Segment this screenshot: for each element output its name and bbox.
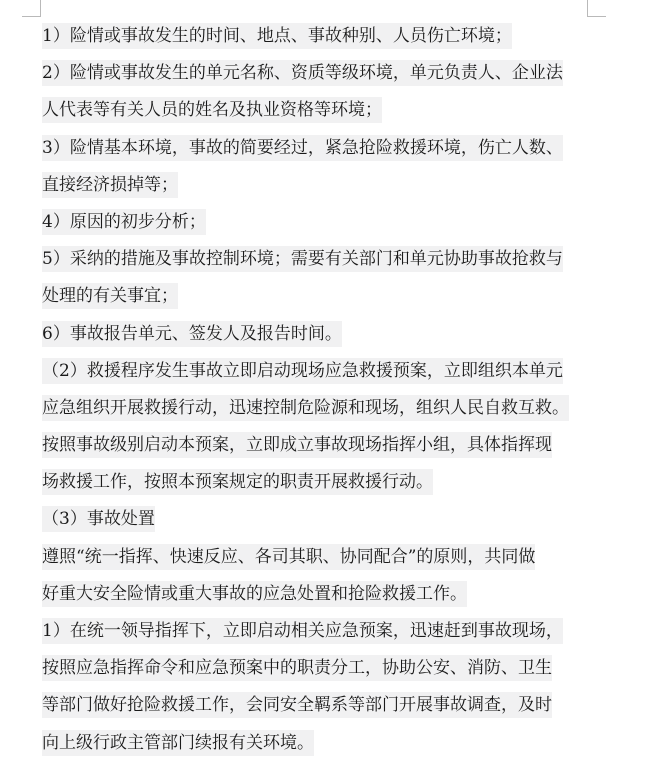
text-line-content: 按照事故级别启动本预案，立即成立事故现场指挥小组，具体指挥现 [42,432,552,458]
text-line [42,427,602,464]
text-line-content: 4）原因的初步分析； [42,209,206,235]
text-line [42,501,602,538]
text-line-content: 应急组织开展救援行动，迅速控制危险源和现场，组织人民自救互救。 [42,395,569,421]
text-line-content: 1）在统一领导指挥下，立即启动相关应急预案，迅速赶到事故现场， [42,618,563,644]
text-line [42,92,602,129]
text-line [42,204,602,241]
text-line-content: 2）险情或事故发生的单元名称、资质等级环境，单元负责人、企业法 [42,60,563,86]
text-line [42,725,602,762]
text-line-content: 遵照“统一指挥、快速反应、各司其职、协同配合”的原则，共同做 [42,544,535,570]
text-line-content: 好重大安全险情或重大事故的应急处置和抢险救援工作。 [42,581,467,607]
text-line-content: 向上级行政主管部门续报有关环境。 [42,730,314,756]
text-line-content: 直接经济损掉等； [42,172,178,198]
text-line [42,687,602,724]
text-line-content: 人代表等有关人员的姓名及执业资格等环境； [42,97,382,123]
text-line-content: 按照应急指挥命令和应急预案中的职责分工，协助公安、消防、卫生 [42,655,552,681]
text-line [42,353,602,390]
text-line-content: 等部门做好抢险救援工作，会同安全羁系等部门开展事故调查，及时 [42,692,552,718]
page-corner-mark-left [22,0,41,17]
text-line [42,167,602,204]
text-line [42,316,602,353]
text-line [42,576,602,613]
text-line [42,613,602,650]
text-line [42,241,602,278]
text-line-content: 1）险情或事故发生的时间、地点、事故种别、人员伤亡环境； [42,23,512,49]
text-line-content: 5）采纳的措施及事故控制环境；需要有关部门和单元协助事故抢救与 [42,246,563,272]
text-line [42,390,602,427]
text-line [42,650,602,687]
text-line-content: 6）事故报告单元、签发人及报告时间。 [42,321,342,347]
text-line-content: （2）救援程序发生事故立即启动现场应急救援预案，立即组织本单元 [42,358,563,384]
text-line [42,539,602,576]
page-corner-mark-right [587,0,606,17]
document-body [42,18,602,762]
text-line-content: 3）险情基本环境，事故的简要经过，紧急抢险救援环境，伤亡人数、 [42,135,563,161]
text-line [42,278,602,315]
text-line [42,55,602,92]
text-line [42,464,602,501]
text-line-content: 处理的有关事宜； [42,283,178,309]
text-line-content: 场救援工作，按照本预案规定的职责开展救援行动。 [42,469,433,495]
text-line [42,18,602,55]
text-line-content: （3）事故处置 [42,506,155,532]
text-line [42,130,602,167]
